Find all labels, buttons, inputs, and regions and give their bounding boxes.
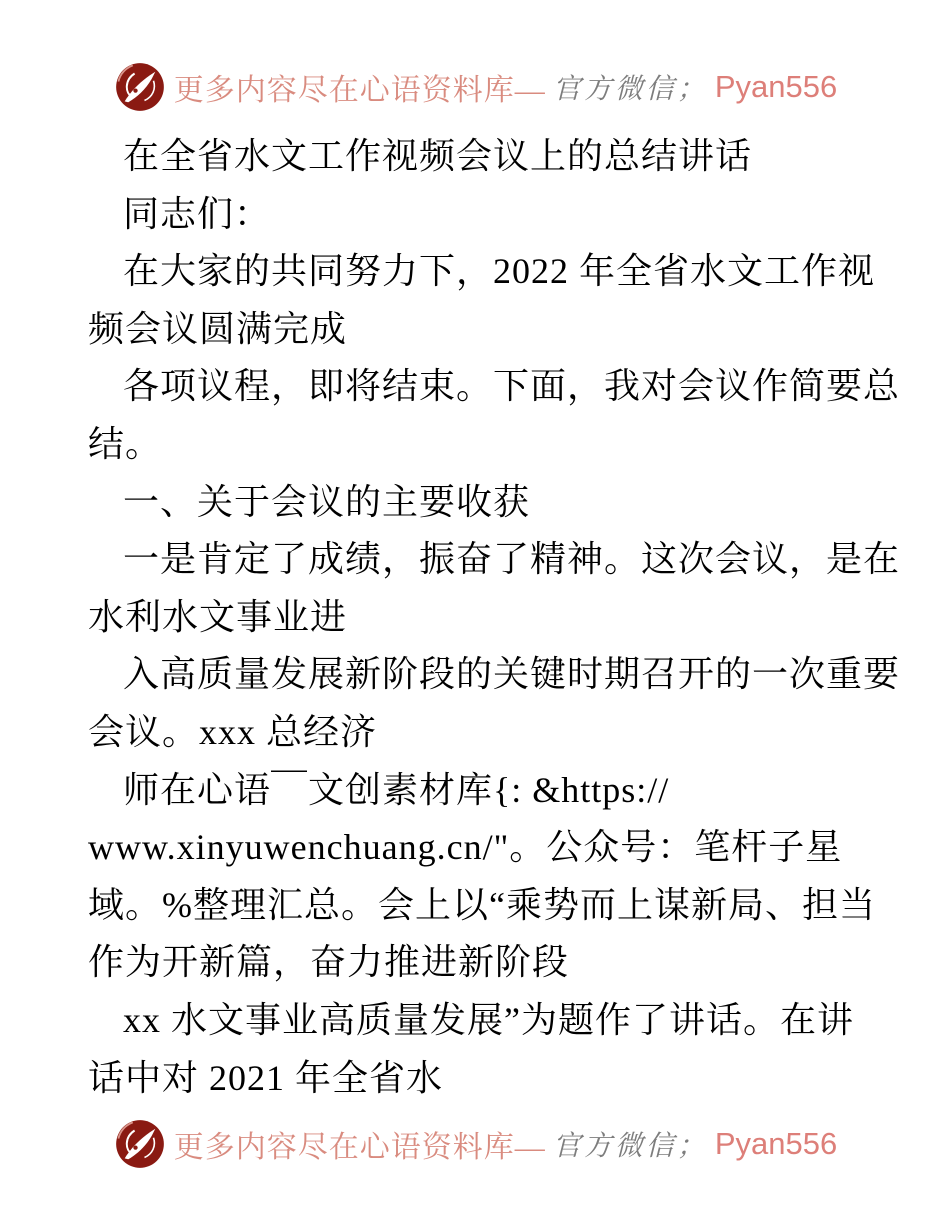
xinyu-pen-logo-icon: [113, 1116, 167, 1172]
doc-line-title: 在全省水文工作视频会议上的总结讲话: [123, 136, 753, 176]
watermark-wechat-label: 官方微信；: [552, 1131, 708, 1163]
doc-line: 结。: [88, 423, 163, 464]
watermark-wechat-id: Pyan556: [714, 1126, 838, 1162]
watermark-footer: [0, 1115, 950, 1173]
doc-line: 同志们：: [123, 193, 272, 234]
doc-line: 域。%整理汇总。会上以“乘势而上谋新局、担当: [88, 884, 876, 925]
watermark-text: 更多内容尽在心语资料库—: [173, 74, 546, 107]
watermark-wechat-label: 官方微信；: [552, 74, 708, 105]
doc-line: 各项议程，即将结束。下面，我对会议作简要总: [123, 366, 901, 407]
doc-line: 一是肯定了成绩，振奋了精神。这次会议，是在: [123, 539, 901, 580]
doc-line: 频会议圆满完成: [88, 308, 348, 349]
doc-line: 水利水文事业进: [88, 596, 348, 637]
doc-line-heading: 一、关于会议的主要收获: [123, 481, 531, 522]
doc-line: 师在心语￣文创素材库{: &https://: [123, 769, 670, 810]
doc-line: www.xinyuwenchuang.cn/"。公众号：笔杆子星: [88, 827, 843, 868]
doc-line: 作为开新篇，奋力推进新阶段: [88, 942, 570, 983]
document-body: [0, 116, 950, 1107]
doc-line: xx 水文事业高质量发展”为题作了讲话。在讲: [123, 999, 854, 1040]
doc-line: 入高质量发展新阶段的关键时期召开的一次重要: [123, 654, 901, 695]
doc-line: 话中对 2021 年全省水: [88, 1057, 444, 1098]
doc-line: 会议。xxx 总经济: [88, 711, 378, 752]
watermark-header: [0, 58, 950, 116]
xinyu-pen-logo-icon: [113, 59, 167, 115]
doc-line: 在大家的共同努力下，2022 年全省水文工作视: [123, 251, 876, 292]
watermark-wechat-id: Pyan556: [714, 69, 838, 104]
watermark-text: 更多内容尽在心语资料库—: [173, 1131, 546, 1165]
